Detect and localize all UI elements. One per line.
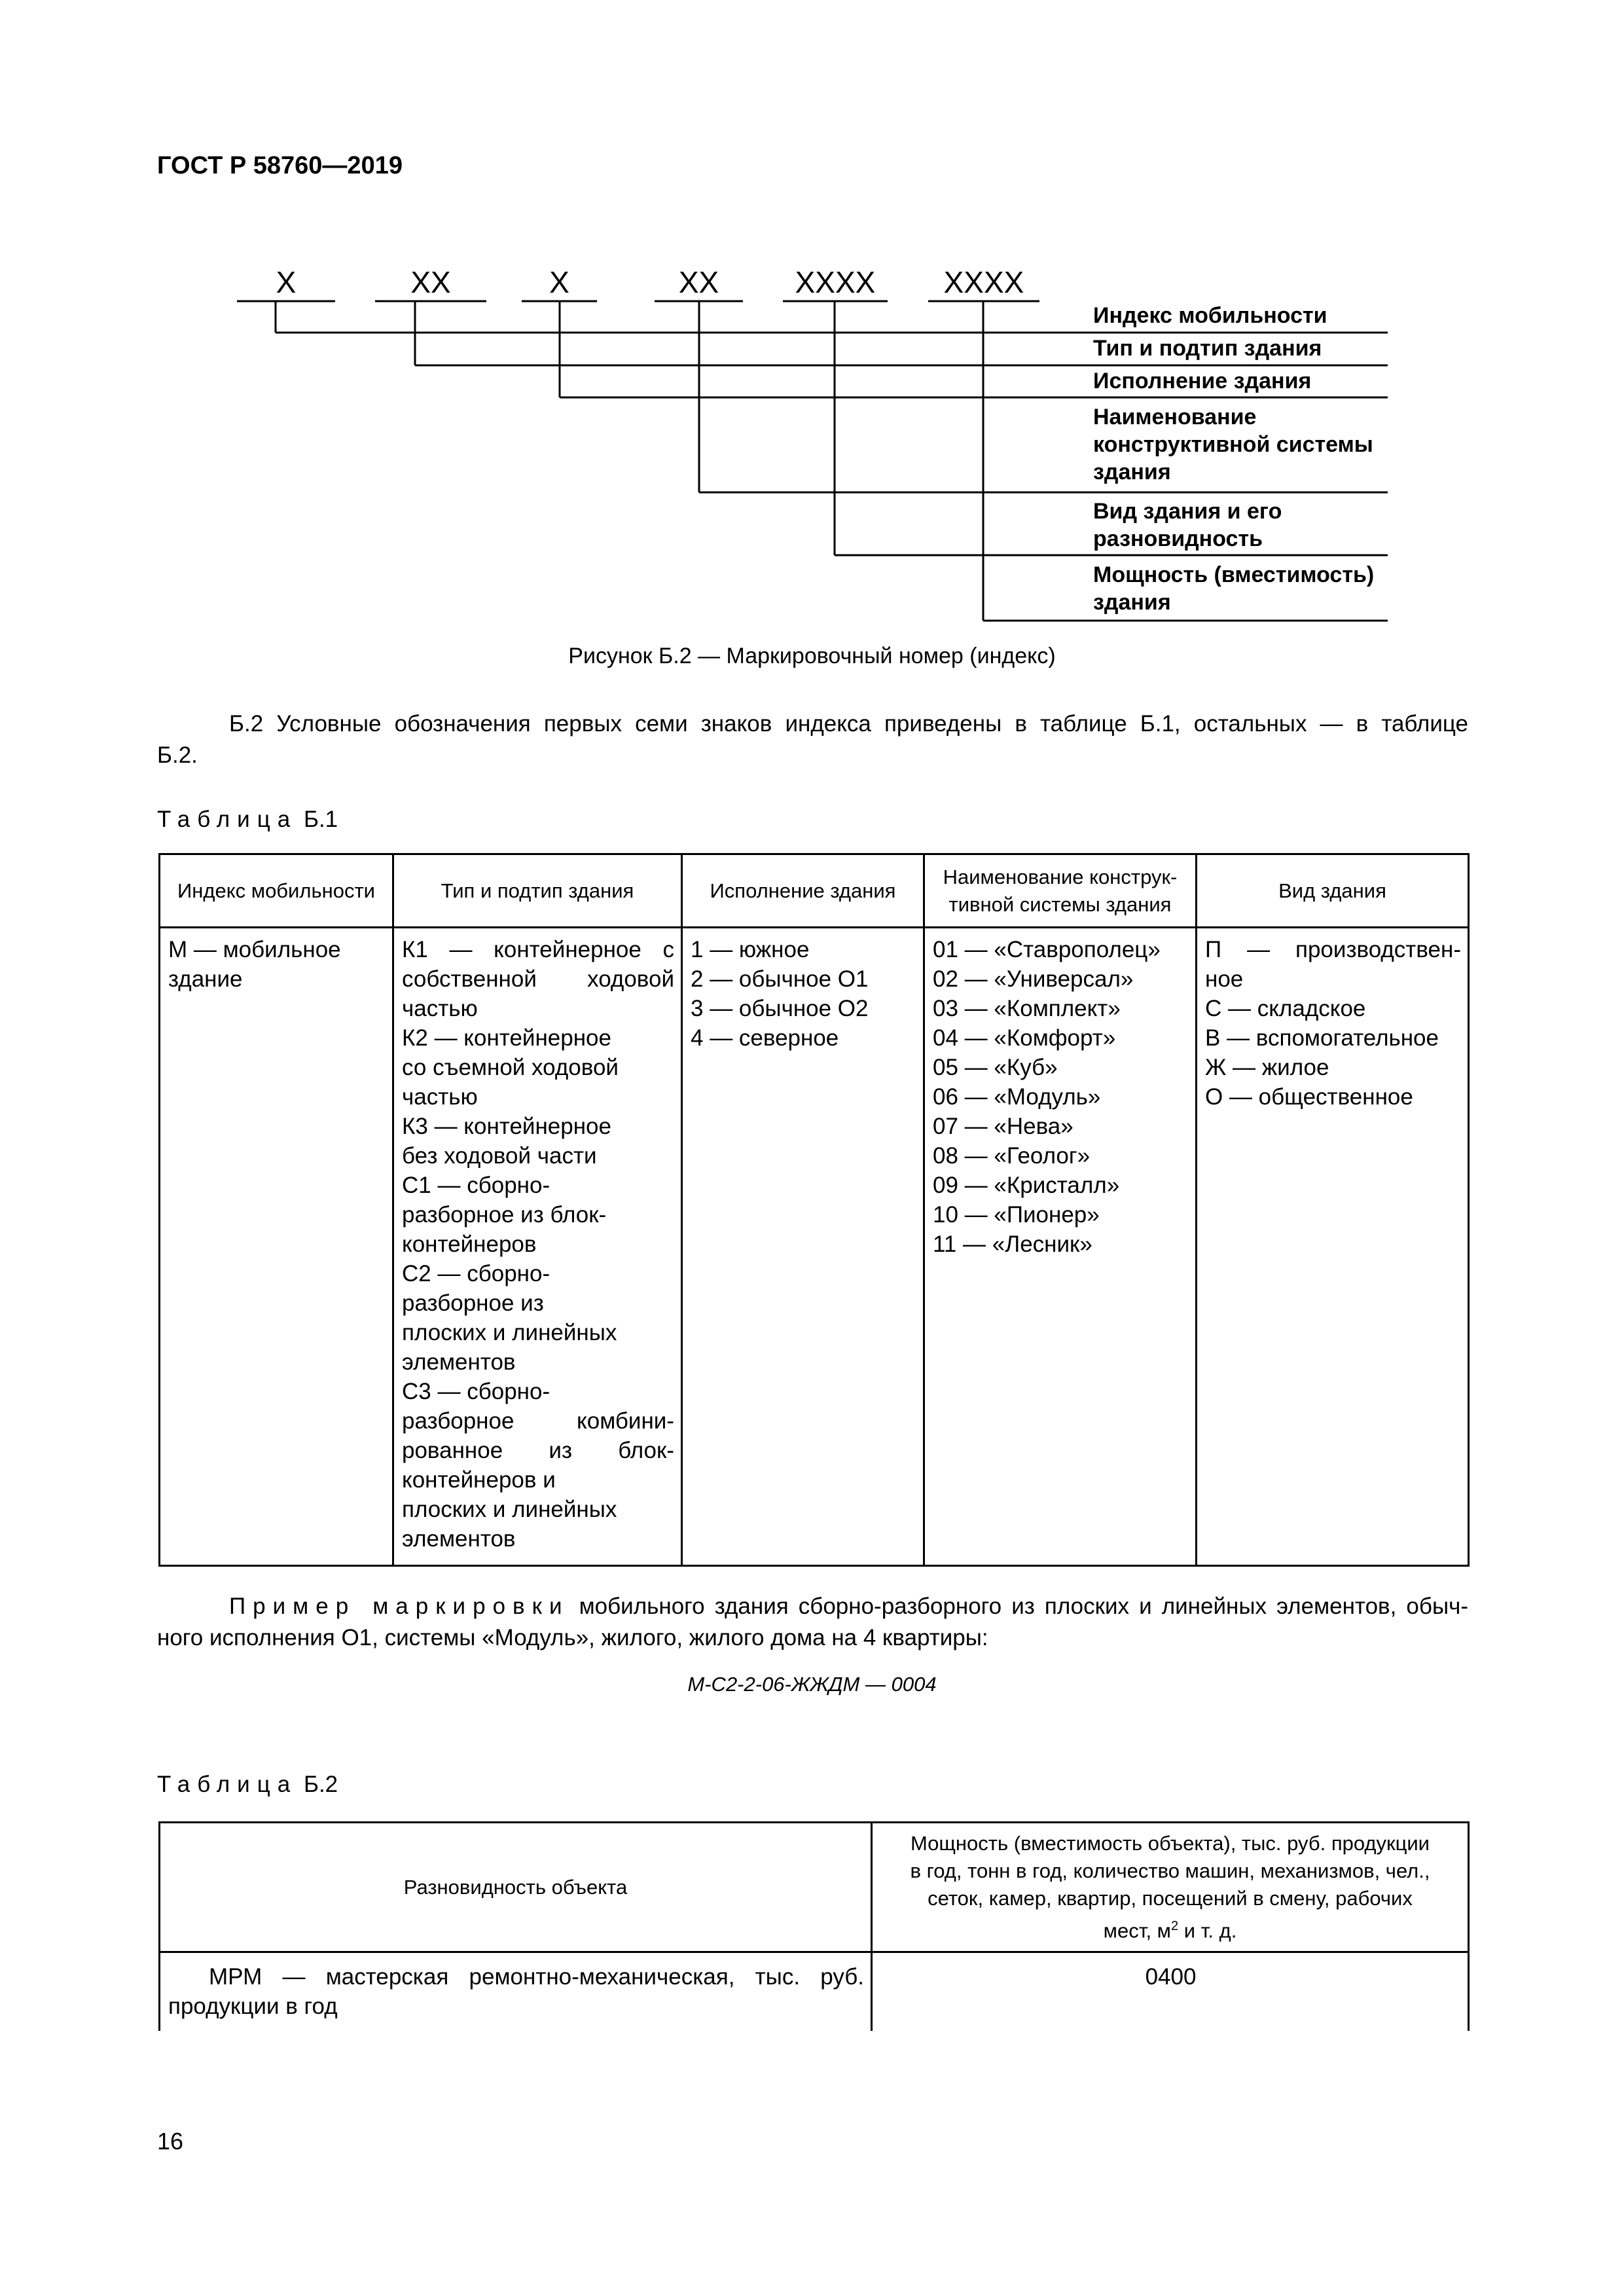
- table2-header-capacity: Мощность (вместимость объекта), тыс. руб. продукции в год, тонн в год, количество машин, механизмов, чел., сеток, камер, квартир, посещений в смену, рабочих мест, $м^2$ и т. д.: [872, 1823, 1469, 1952]
- slot-mobility: Х: [276, 265, 297, 299]
- label-mobility-index: Индекс мобильности: [1093, 303, 1327, 328]
- example-label: Пример маркировки: [229, 1594, 569, 1619]
- slot-version: Х: [549, 265, 569, 299]
- label-version: Исполнение здания: [1093, 369, 1312, 393]
- example-paragraph: Пример маркировки мобильного здания сборно-разборного из плоских и линейных элементов, обыч- ного исполнения О1, системы «Модуль», жилого, жилого дома на 4 квартиры:: [157, 1594, 1468, 1650]
- table2-title: Таблица Б.2: [157, 1772, 338, 1797]
- label-system: Наименование конструктивной системы здания: [1093, 405, 1373, 484]
- table2-row-mrm-value: 0400: [872, 1952, 1469, 2031]
- table1-cell-type: К1 — контейнерное с собственной ходовой частью К2 — контейнерное со съемной ходовой частью К3 — контейнерное без ходовой части С1 — сборно- разборное из блок- контейнеров С2 — сборно- разборное из плоских и линейных элементов С3 — сборно- разборное комбини- рованное из блок- контейнеров и плоских и линейных элементов: [393, 928, 682, 1566]
- table1-cell-system: 01 — «Ставрополец» 02 — «Универсал» 03 — «Комплект» 04 — «Комфорт» 05 — «Куб» 06 — «Модуль» 07 — «Нева» 08 — «Геолог» 09 — «Кристалл» 10 — «Пионер» 11 — «Лесник»: [924, 928, 1197, 1566]
- slot-capacity: ХХХХ: [943, 265, 1024, 299]
- paragraph-b2: Б.2 Условные обозначения первых семи знаков индекса приведены в таблице Б.1, остальных — в таблице Б.2.: [157, 711, 1468, 768]
- label-capacity: Мощность (вместимость) здания: [1093, 562, 1375, 615]
- table1-cell-version: 1 — южное 2 — обычное О1 3 — обычное О2 4 — северное: [682, 928, 924, 1566]
- label-type: Тип и подтип здания: [1093, 336, 1322, 361]
- table1-title: Таблица Б.1: [157, 807, 338, 832]
- table1-header-kind: Вид здания: [1197, 854, 1469, 928]
- slot-type: ХХ: [410, 265, 451, 299]
- table2-header-kind: Разновидность объекта: [160, 1823, 872, 1952]
- figure-caption: Рисунок Б.2 — Маркировочный номер (индекс): [568, 644, 1056, 668]
- table1-cell-mobility: М — мобильное здание: [160, 928, 393, 1566]
- page-number: 16: [157, 2128, 184, 2155]
- table1-header-system: Наименование конструк- тивной системы здания: [924, 854, 1197, 928]
- label-kind: Вид здания и его разновидность: [1093, 499, 1282, 551]
- table1-cell-kind: П — производствен- ное С — складское В — вспомогательное Ж — жилое О — общественное: [1197, 928, 1469, 1566]
- slot-kind: ХХХХ: [795, 265, 876, 299]
- document-header: ГОСТ Р 58760—2019: [157, 152, 403, 179]
- slot-system: ХХ: [678, 265, 719, 299]
- table2-row-mrm-name: МРМ — мастерская ремонтно-механическая, тыс. руб. продукции в год: [160, 1952, 872, 2031]
- table1-header-type: Тип и подтип здания: [393, 854, 682, 928]
- table1-header-version: Исполнение здания: [682, 854, 924, 928]
- marking-number-diagram: [0, 0, 1624, 642]
- example-code: М-С2-2-06-ЖЖДМ — 0004: [687, 1673, 937, 1696]
- table1-header-mobility: Индекс мобильности: [160, 854, 393, 928]
- table-b2: [158, 1821, 1470, 2031]
- table-b1: [158, 853, 1470, 1567]
